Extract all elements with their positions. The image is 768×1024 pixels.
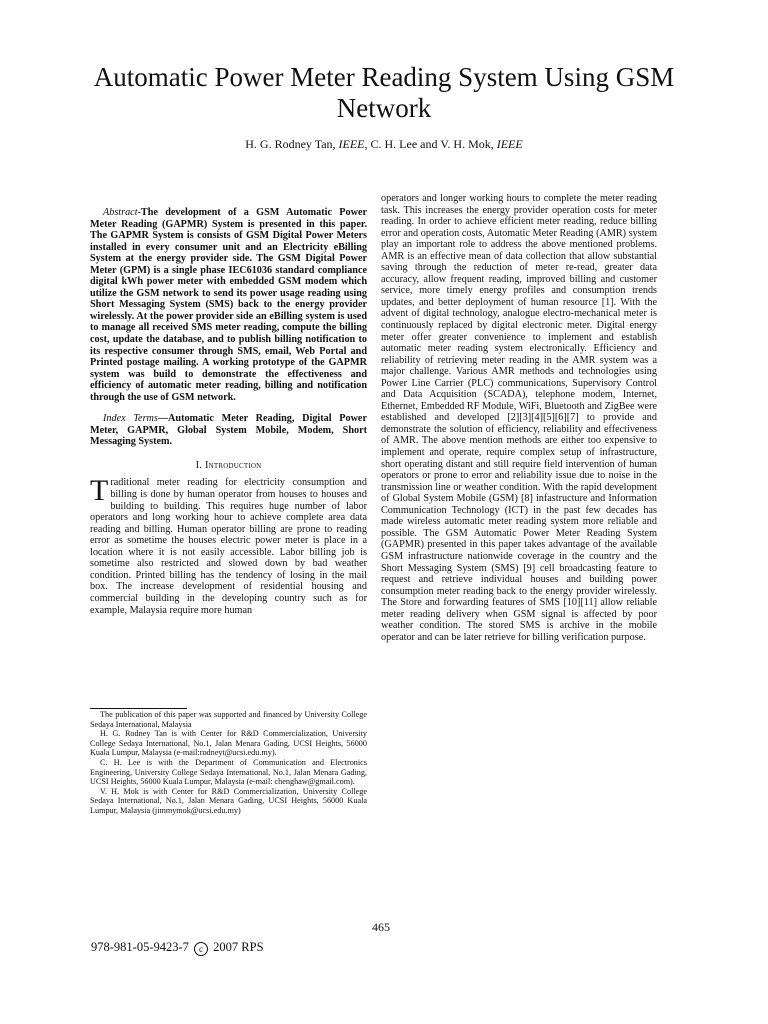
index-terms (90, 413, 367, 448)
footnote-rule (90, 708, 187, 709)
isbn-line (91, 940, 264, 956)
paper-title: Automatic Power Meter Reading System Using GSM Network (93, 62, 675, 123)
section-heading-introduction (90, 460, 367, 472)
left-column (90, 207, 367, 616)
author-1: H. G. Rodney Tan, (245, 137, 336, 151)
page-number: 465 (372, 920, 390, 934)
right-column-paragraph: operators and longer working hours to complete the meter reading task. This increases the energy provider operation costs for meter reading. In order to achieve efficient meter reading, reduce billing error and operation costs, Automatic Meter Reading (AMR) system play an important role to address the above mentioned problems. AMR is an effective mean of data collection that allow substantial saving through the reduction of meter re-read, greater data accuracy, allow frequent reading, improved billing and customer service, more timely energy profiles and consumption trends updates, and better deployment of human resource [1]. With the advent of digital technology, analogue electro-mechanical meter is continuously replaced by digital electronic meter. Digital energy meter offer greater convenience to implement and establish automatic meter reading system electronically. Efficiency and reliability of retrieving meter reading in the AMR system was a major challenge. Various AMR methods and technologies using Power Line Carrier (PLC) communications, Supervisory Control and Data Acquisition (SCADA), telephone modem, Internet, Ethernet, Embedded RF Module, WiFi, Bluetooth and ZigBee were established and developed [2][3][4][5][6][7] to provide and demonstrate the solution of efficiency, reliability and effectiveness of AMR. The above mention methods are either too expensive to implement and operate, require complex setup of infrastructure, short operating distant and still require field intervention of human operators or prone to error and reliability issue due to noise in the transmission line or weather condition. With the rapid development of Global System Mobile (GSM) [8] infastructure and Information Communication Technology (ICT) in the past few decades has made wireless automatic meter reading system more reliable and possible. The GSM Automatic Power Meter Reading System (GAPMR) presented in this paper takes advantage of the available GSM infrastructure nationwide coverage in the country and the Short Messaging System (SMS) [9] cell broadcasting feature to request and retrieve individual houses and building power consumption meter reading back to the energy provider wirelessly. The Store and forwarding features of SMS [10][11] allow reliable meter reading delivery when GSM signal is affected by poor weather condition. The stored SMS is archive in the mobile operator and can be later retrieve for billing verification purpose. (381, 193, 657, 643)
introduction-text: raditional meter reading for electricity consumption and billing is done by human operator from houses to houses and building to building. This requires huge number of labor operators and long working hour to achieve complete area data reading and billing. Human operator billing are prone to reading error as sometime the houses electric power meter is place in a location where it is not easily accessible. Labor billing job is sometime also restricted and slowed down by bad weather condition. Printed billing has the tendency of losing in the mail box. The increase development of residential housing and commercial building in the developing country such as for example, Malaysia require more human (90, 477, 367, 616)
copyright-symbol: c (194, 942, 208, 956)
author-1-affiliation: IEEE (338, 137, 365, 151)
introduction-paragraph (90, 474, 367, 616)
index-terms-body: —Automatic Meter Reading, Digital Power Meter, GAPMR, Global System Mobile, Modem, Short Messaging System. (90, 413, 367, 448)
footnote-author-1: H. G. Rodney Tan is with Center for R&D Commercialization, University College Sedaya International, No.1, Jalan Menara Gading, UCSI Heights, 56000 Kuala Lumpur, Malaysia (e-mail:rodneyt@ucsi.edu.my). (90, 729, 367, 758)
author-2-3: , C. H. Lee and V. H. Mok, (364, 137, 494, 151)
author-3-affiliation: IEEE (496, 137, 523, 151)
footnote-author-2: C. H. Lee is with the Department of Communication and Electronics Engineering, University College Sedaya International, No.1, Jalan Menara Gading, UCSI Heights, 56000 Kuala Lumpur, Malaysia (e-mail: chenghaw@gmail.com). (90, 757, 367, 787)
footnote-funding: The publication of this paper was supported and financed by University College Sedaya International, Malaysia (90, 710, 367, 729)
copyright-text: 2007 RPS (213, 940, 264, 954)
right-column (381, 193, 657, 643)
isbn: 978-981-05-9423-7 (91, 940, 189, 954)
author-line (60, 137, 708, 151)
abstract-lead: Abstract- (103, 207, 141, 218)
section-name: Introduction (204, 459, 262, 471)
section-number: I. (195, 459, 203, 471)
abstract (90, 207, 367, 403)
footnotes (90, 710, 367, 816)
drop-cap: T (90, 474, 109, 508)
abstract-body: The development of a GSM Automatic Power Meter Reading (GAPMR) System is presented in this paper. The GAPMR System is consists of GSM Digital Power Meters installed in every consumer unit and an Electricity eBilling System at the energy provider side. The GSM Digital Power Meter (GPM) is a single phase IEC61036 standard compliance digital kWh power meter with embedded GSM modem which utilize the GSM network to send its power usage reading using Short Messaging System (SMS) back to the energy provider wirelessly. At the power provider side an eBilling system is used to manage all received SMS meter reading, compute the billing cost, update the database, and to publish billing notification to its respective consumer through SMS, email, Web Portal and Printed postage mailing. A working prototype of the GAPMR system was build to demonstrate the effectiveness and efficiency of automatic meter reading, billing and notification through the use of GSM network. (90, 207, 367, 403)
footnote-author-3: V. H. Mok is with Center for R&D Commercialization, University College Sedaya International, No.1, Jalan Menara Gading, UCSI Heights, 56000 Kuala Lumpur, Malaysia (jimmymok@ucsi.edu.my) (90, 786, 367, 815)
index-terms-lead: Index Terms (103, 413, 158, 425)
